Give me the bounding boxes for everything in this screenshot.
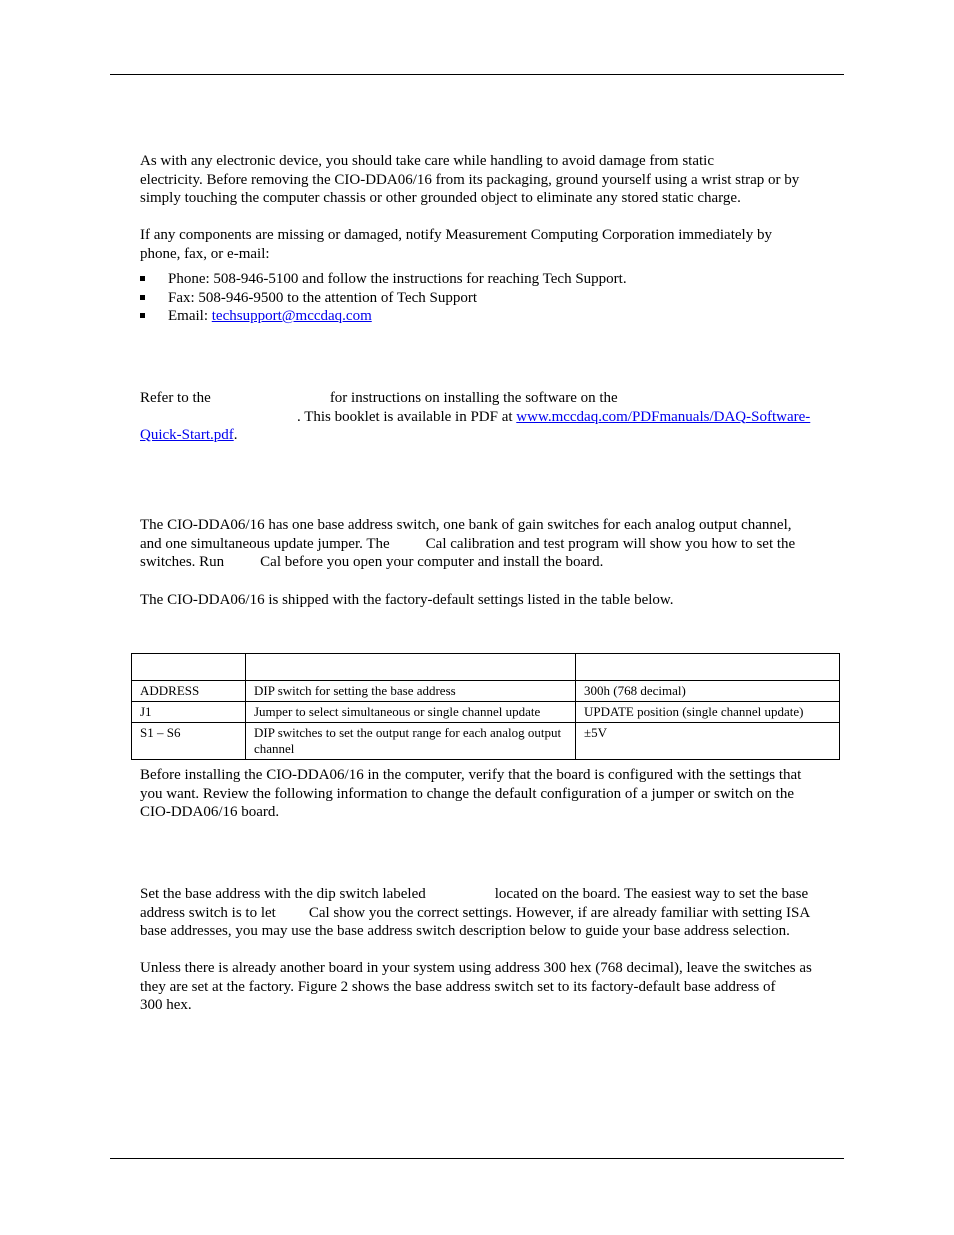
table-header-cell (576, 654, 840, 681)
text-line: . This booklet is available in PDF at www.mccdaq.com/PDFmanuals/DAQ-Software- (297, 408, 811, 425)
text-line: The CIO-DDA06/16 is shipped with the factory-default settings listed in the table below. (140, 592, 674, 608)
table-cell: J1 (132, 702, 246, 723)
text-line: you want. Review the following information to change the default configuration of a jumper or switch on the (140, 785, 794, 802)
software-paragraph (140, 389, 844, 445)
missing-components-paragraph (140, 226, 844, 263)
text-line: CIO-DDA06/16 board. (140, 804, 280, 820)
table-cell: DIP switch for setting the base address (246, 681, 576, 702)
text-line: 300 hex. (140, 997, 192, 1013)
bullet-square-icon (140, 295, 145, 300)
default-settings-table (131, 653, 840, 760)
text-line: Before installing the CIO-DDA06/16 in the computer, verify that the board is configured with the settings that (140, 767, 802, 783)
bullet-square-icon (140, 276, 145, 281)
bullet-square-icon (140, 313, 145, 318)
table-cell: S1 – S6 (132, 723, 246, 760)
text-line: As with any electronic device, you should take care while handling to avoid damage from static (140, 153, 714, 169)
text-line: and one simultaneous update jumper. The Cal calibration and test program will show you how to set the (140, 535, 796, 552)
text-line: electricity. Before removing the CIO-DDA06/16 from its packaging, ground yourself using a wrist strap or by (140, 171, 800, 188)
email-link[interactable]: techsupport@mccdaq.com (211, 308, 372, 324)
table-cell: 300h (768 decimal) (576, 681, 840, 702)
table-row (132, 723, 840, 760)
footer-rule (110, 1158, 844, 1159)
list-item: Phone: 508-946-5100 and follow the instructions for reaching Tech Support. (140, 270, 627, 289)
text-line: The CIO-DDA06/16 has one base address switch, one bank of gain switches for each analog output channel, (140, 517, 792, 533)
pdf-link-continued[interactable]: Quick-Start.pdf (140, 427, 234, 443)
text-line: base addresses, you may use the base address switch description below to guide your base address selection. (140, 923, 790, 939)
pdf-link[interactable]: www.mccdaq.com/PDFmanuals/DAQ-Software- (516, 408, 811, 425)
table-cell: ADDRESS (132, 681, 246, 702)
text-line: Unless there is already another board in your system using address 300 hex (768 decimal), leave the switches as (140, 960, 812, 976)
table-cell: UPDATE position (single channel update) (576, 702, 840, 723)
table-header-cell (132, 654, 246, 681)
text-line: Refer to the for instructions on installing the software on the (140, 390, 618, 406)
handling-paragraph (140, 152, 844, 208)
text-line: switches. Run Cal before you open your computer and install the board. (140, 554, 604, 570)
text-line: simply touching the computer chassis or other grounded object to eliminate any stored static charge. (140, 190, 741, 206)
text-line: phone, fax, or e-mail: (140, 245, 270, 262)
configuration-paragraph (140, 516, 844, 572)
table-header-cell (246, 654, 576, 681)
table-row (132, 702, 840, 723)
contact-list (140, 270, 627, 326)
factory-address-paragraph (140, 959, 844, 1015)
list-item: Email: techsupport@mccdaq.com (140, 307, 627, 326)
text-line: If any components are missing or damaged, notify Measurement Computing Corporation immediately by (140, 227, 772, 243)
verify-paragraph (140, 766, 844, 822)
table-cell: Jumper to select simultaneous or single channel update (246, 702, 576, 723)
table-cell: DIP switches to set the output range for each analog output channel (246, 723, 576, 760)
table-cell: ±5V (576, 723, 840, 760)
table-row (132, 681, 840, 702)
table-header-row (132, 654, 840, 681)
text-line: address switch is to let Cal show you the correct settings. However, if are already familiar with setting ISA (140, 904, 811, 921)
factory-default-paragraph (140, 591, 844, 610)
header-rule (110, 74, 844, 75)
text-line: Set the base address with the dip switch labeled located on the board. The easiest way to set the base (140, 886, 809, 902)
list-item: Fax: 508-946-9500 to the attention of Tech Support (140, 289, 627, 308)
base-address-paragraph (140, 885, 844, 941)
text-line: Quick-Start.pdf. (140, 427, 238, 443)
text-line: they are set at the factory. Figure 2 shows the base address switch set to its factory-default base address of (140, 978, 776, 995)
